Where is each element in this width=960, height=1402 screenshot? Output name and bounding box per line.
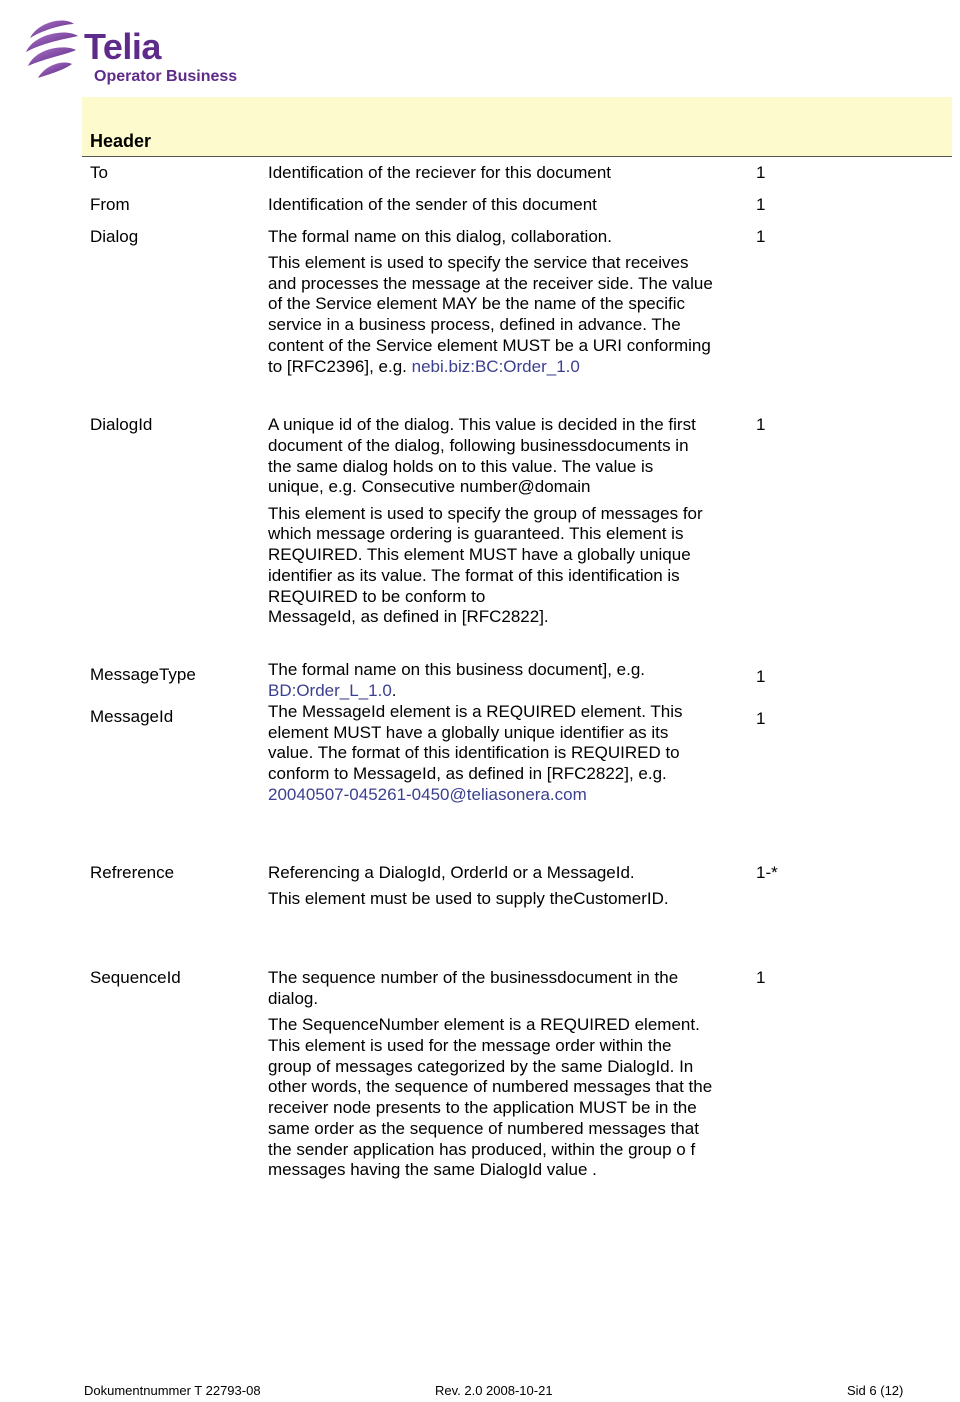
- row-dialog-note-line: service in a business process, defined in advance. The: [268, 315, 681, 334]
- row-dialog-cardinality: 1: [756, 227, 766, 246]
- footer-page-number: Sid 6 (12): [847, 1383, 904, 1398]
- row-messageid-desc-line: element MUST have a globally unique identifier as its: [268, 723, 669, 742]
- row-messageid-desc-line: value. The format of this identification is REQUIRED to: [268, 743, 680, 762]
- row-dialog-note-line: This element is used to specify the service that receives: [268, 253, 689, 272]
- row-dialogid-note-line: REQUIRED to be conform to: [268, 587, 486, 606]
- footer-doc-number: Dokumentnummer T 22793-08: [84, 1383, 261, 1398]
- messageid-example-link[interactable]: 20040507-045261-0450@teliasonera.com: [268, 785, 587, 804]
- row-messagetype-name: MessageType: [90, 665, 196, 684]
- messagetype-example-suffix: .: [391, 681, 397, 700]
- row-from-desc: Identification of the sender of this document: [268, 195, 597, 214]
- row-to-desc: Identification of the reciever for this document: [268, 163, 612, 182]
- row-to-cardinality: 1: [756, 163, 766, 182]
- row-sequenceid-desc-line: The sequence number of the businessdocument in the: [268, 968, 679, 987]
- row-messagetype-desc: The formal name on this business document], e.g.: [268, 660, 646, 679]
- row-dialog-note-line: and processes the message at the receiver side. The value: [268, 274, 713, 293]
- row-dialogid-desc-line: unique, e.g. Consecutive number@domain: [268, 477, 591, 496]
- row-sequenceid-cardinality: 1: [756, 968, 766, 987]
- section-title: Header: [90, 131, 152, 151]
- row-sequenceid-note-line: messages having the same DialogId value .: [268, 1160, 597, 1179]
- row-messagetype-cardinality: 1: [756, 667, 766, 686]
- telia-logo: [24, 16, 264, 96]
- row-sequenceid-name: SequenceId: [90, 968, 181, 987]
- row-to-name: To: [90, 163, 108, 182]
- row-refrerence-name: Refrerence: [90, 863, 175, 882]
- row-messageid-cardinality: 1: [756, 709, 766, 728]
- brand-tagline: Operator Business: [94, 68, 238, 85]
- telia-pebble-icon: [24, 16, 80, 86]
- row-dialogid-note-line: REQUIRED. This element MUST have a globally unique: [268, 545, 691, 564]
- row-dialogid-note-line: which message ordering is guaranteed. This element is: [268, 524, 684, 543]
- row-sequenceid-note-line: group of messages categorized by the same DialogId. In: [268, 1057, 694, 1076]
- row-dialogid-note-line: This element is used to specify the group of messages for: [268, 504, 703, 523]
- service-example-link[interactable]: nebi.biz:BC:Order_1.0: [411, 357, 580, 376]
- row-sequenceid-note-line: The SequenceNumber element is a REQUIRED element.: [268, 1015, 700, 1034]
- row-sequenceid-note-line: the sender application has produced, within the group o f: [268, 1140, 696, 1159]
- row-dialogid-note-line: MessageId, as defined in [RFC2822].: [268, 607, 549, 626]
- row-sequenceid-note-line: This element is used for the message order within the: [268, 1036, 672, 1055]
- row-messageid-desc-line: The MessageId element is a REQUIRED element. This: [268, 702, 683, 721]
- row-dialog-note-line: content of the Service element MUST be a URI conforming: [268, 336, 711, 355]
- row-dialogid-desc-line: A unique id of the dialog. This value is decided in the first: [268, 415, 696, 434]
- footer-revision: Rev. 2.0 2008-10-21: [435, 1383, 553, 1398]
- row-refrerence-cardinality: 1-*: [756, 863, 778, 882]
- messagetype-example-link[interactable]: BD:Order_L_1.0: [268, 681, 392, 700]
- row-dialog-note-prefix: to [RFC2396], e.g.: [268, 357, 412, 376]
- row-refrerence-note: This element must be used to supply theCustomerID.: [268, 889, 669, 908]
- row-dialogid-note-line: identifier as its value. The format of this identification is: [268, 566, 680, 585]
- row-messageid-name: MessageId: [90, 707, 174, 726]
- row-dialogid-name: DialogId: [90, 415, 153, 434]
- row-dialog-name: Dialog: [90, 227, 139, 246]
- row-dialogid-desc-line: document of the dialog, following businessdocuments in: [268, 436, 689, 455]
- row-dialogid-cardinality: 1: [756, 415, 766, 434]
- row-dialog-note-last: [268, 357, 580, 378]
- row-sequenceid-desc-line: dialog.: [268, 989, 319, 1008]
- row-dialog-note-line: of the Service element MAY be the name of the specific: [268, 294, 686, 313]
- row-sequenceid-note-line: other words, the sequence of numbered messages that the: [268, 1077, 713, 1096]
- row-messagetype-example: [268, 681, 397, 702]
- row-dialog-desc: The formal name on this dialog, collaboration.: [268, 227, 612, 246]
- section-header-band: [82, 97, 952, 157]
- row-messageid-desc-line: conform to MessageId, as defined in [RFC2822], e.g.: [268, 764, 667, 783]
- row-dialogid-desc-line: the same dialog holds on to this value. The value is: [268, 457, 654, 476]
- row-from-cardinality: 1: [756, 195, 766, 214]
- row-from-name: From: [90, 195, 130, 214]
- row-sequenceid-note-line: receiver node presents to the application MUST be in the: [268, 1098, 697, 1117]
- row-sequenceid-note-line: same order as the sequence of numbered messages that: [268, 1119, 699, 1138]
- row-refrerence-desc: Referencing a DialogId, OrderId or a MessageId.: [268, 863, 635, 882]
- brand-name: Telia: [84, 26, 161, 67]
